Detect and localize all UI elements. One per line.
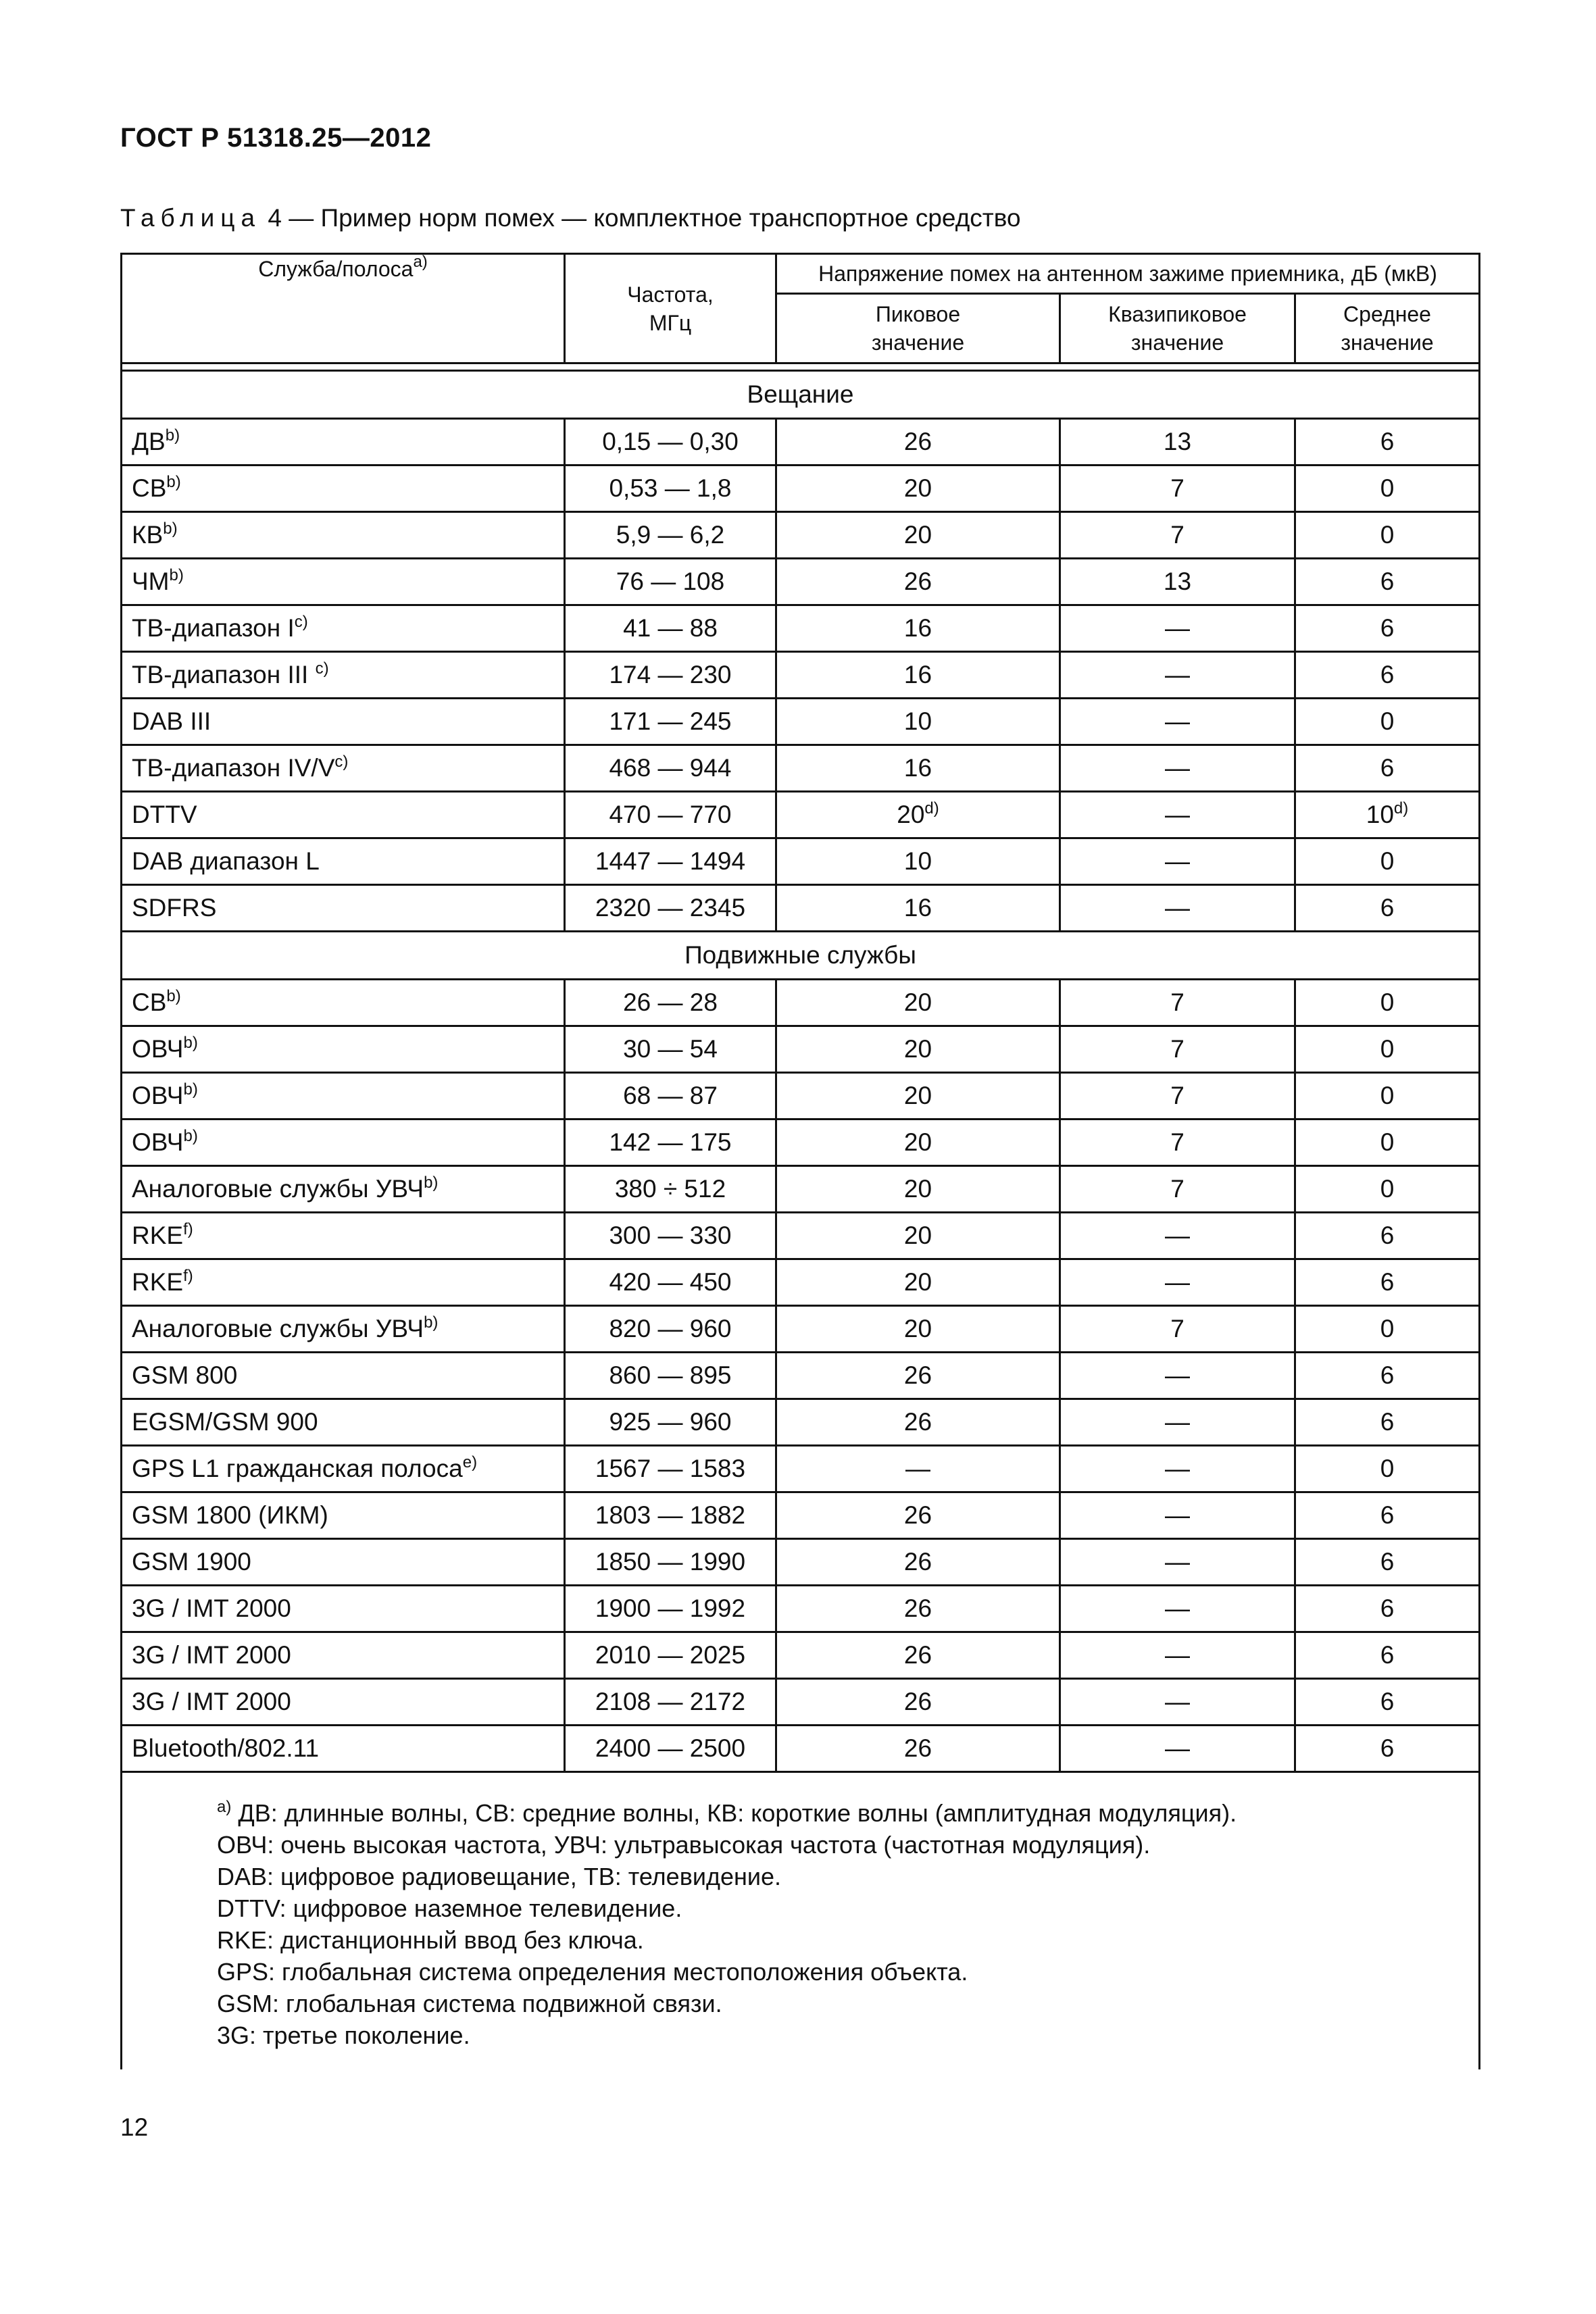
cell-quasi-peak: 13 <box>1060 559 1295 605</box>
cell-frequency: 2400 — 2500 <box>565 1726 776 1772</box>
cell-service: 3G / IMT 2000 <box>122 1586 565 1632</box>
cell-service: DTTV <box>122 792 565 838</box>
cell-average: 6 <box>1295 1726 1480 1772</box>
section-mobile: Подвижные службы <box>122 932 1480 980</box>
notes-row <box>122 1772 1480 2069</box>
cell-frequency: 1850 — 1990 <box>565 1539 776 1586</box>
cell-frequency: 300 — 330 <box>565 1213 776 1259</box>
cell-average: 0 <box>1295 1120 1480 1166</box>
table-row <box>122 1259 1480 1306</box>
cell-quasi-peak: — <box>1060 1399 1295 1446</box>
cell-peak: 26 <box>776 1679 1060 1726</box>
cell-average: 6 <box>1295 1492 1480 1539</box>
cell-quasi-peak: — <box>1060 1446 1295 1492</box>
table-caption <box>120 204 1021 232</box>
cell-quasi-peak: 7 <box>1060 466 1295 512</box>
cell-service: GSM 800 <box>122 1353 565 1399</box>
header-peak: Пиковое значение <box>776 294 1060 363</box>
cell-average: 6 <box>1295 745 1480 792</box>
cell-average: 6 <box>1295 1259 1480 1306</box>
cell-frequency: 468 — 944 <box>565 745 776 792</box>
table-row <box>122 1073 1480 1120</box>
cell-frequency: 1447 — 1494 <box>565 838 776 885</box>
cell-peak: 20 <box>776 1213 1060 1259</box>
cell-average: 6 <box>1295 1353 1480 1399</box>
cell-quasi-peak: 7 <box>1060 1120 1295 1166</box>
cell-average: 6 <box>1295 1539 1480 1586</box>
table-row <box>122 1353 1480 1399</box>
cell-quasi-peak: — <box>1060 1213 1295 1259</box>
cell-average: 6 <box>1295 605 1480 652</box>
header-service: Служба/полоса$^{a)}$ <box>122 254 565 363</box>
cell-frequency: 174 — 230 <box>565 652 776 699</box>
table-row <box>122 980 1480 1026</box>
cell-service: ТВ-диапазон $IV/V^{c)}$ <box>122 745 565 792</box>
cell-peak: 20 <box>776 1306 1060 1353</box>
cell-quasi-peak: — <box>1060 605 1295 652</box>
cell-peak: 20 <box>776 1073 1060 1120</box>
cell-quasi-peak: — <box>1060 1586 1295 1632</box>
cell-service: Аналоговые службы УВЧ$^{b)}$ <box>122 1166 565 1213</box>
cell-frequency: 2010 — 2025 <box>565 1632 776 1679</box>
cell-service: 3G / IMT 2000 <box>122 1632 565 1679</box>
cell-service: Bluetooth/802.11 <box>122 1726 565 1772</box>
cell-service: DAB III <box>122 699 565 745</box>
cell-average: 6 <box>1295 559 1480 605</box>
cell-peak: 20 <box>776 1166 1060 1213</box>
cell-peak: 20 <box>776 1259 1060 1306</box>
cell-quasi-peak: — <box>1060 699 1295 745</box>
cell-frequency: 171 — 245 <box>565 699 776 745</box>
cell-service: Аналоговые службы УВЧ$^{b)}$ <box>122 1306 565 1353</box>
cell-frequency: 2320 — 2345 <box>565 885 776 932</box>
cell-quasi-peak: — <box>1060 1539 1295 1586</box>
cell-service: ОВЧ$^{b)}$ <box>122 1120 565 1166</box>
cell-frequency: 68 — 87 <box>565 1073 776 1120</box>
table-row <box>122 1026 1480 1073</box>
table-notes: $^{a)}$ ДВ: длинные волны, СВ: средние волны, КВ: короткие волны (амплитудная модуляция). ОВЧ: очень высокая частота, УВЧ: ультравысокая частота (частотная модуляция). DAB: цифровое радиовещание, ТВ: телевидение. DTTV: цифровое наземное телевидение. RKE: дистанционный ввод без ключа. GPS: глобальная система определения местоположения объекта. GSM: глобальная система подвижной связи. 3G: третье поколение. <box>122 1772 1480 2069</box>
cell-peak: 26 <box>776 1632 1060 1679</box>
cell-frequency: 470 — 770 <box>565 792 776 838</box>
cell-frequency: 820 — 960 <box>565 1306 776 1353</box>
cell-frequency: 380 ÷ 512 <box>565 1166 776 1213</box>
cell-average: 0 <box>1295 1073 1480 1120</box>
cell-quasi-peak: 7 <box>1060 980 1295 1026</box>
cell-peak: 16 <box>776 605 1060 652</box>
cell-frequency: 41 — 88 <box>565 605 776 652</box>
header-frequency: Частота, МГц <box>565 254 776 363</box>
cell-average: 6 <box>1295 885 1480 932</box>
cell-peak: 20$^{d)}$ <box>776 792 1060 838</box>
table-row <box>122 419 1480 466</box>
cell-frequency: 5,9 — 6,2 <box>565 512 776 559</box>
cell-quasi-peak: 7 <box>1060 1073 1295 1120</box>
cell-peak: 20 <box>776 1026 1060 1073</box>
norms-table <box>120 253 1480 2069</box>
cell-frequency: 1803 — 1882 <box>565 1492 776 1539</box>
cell-quasi-peak: 7 <box>1060 1166 1295 1213</box>
table-row <box>122 885 1480 932</box>
cell-quasi-peak: — <box>1060 885 1295 932</box>
cell-peak: 20 <box>776 512 1060 559</box>
header-average: Среднее значение <box>1295 294 1480 363</box>
document-code: ГОСТ Р 51318.25—2012 <box>120 123 432 153</box>
caption-text: 4 — Пример норм помех — комплектное транспортное средство <box>268 204 1021 232</box>
cell-service: ЧМ$^{b)}$ <box>122 559 565 605</box>
table-row <box>122 1166 1480 1213</box>
cell-frequency: 420 — 450 <box>565 1259 776 1306</box>
table-row <box>122 1632 1480 1679</box>
cell-average: 0 <box>1295 512 1480 559</box>
table-row <box>122 1539 1480 1586</box>
cell-service: DAB диапазон L <box>122 838 565 885</box>
header-row <box>122 254 1480 294</box>
cell-frequency: 0,15 — 0,30 <box>565 419 776 466</box>
cell-average: 0 <box>1295 1026 1480 1073</box>
cell-average: 6 <box>1295 419 1480 466</box>
table-row <box>122 1726 1480 1772</box>
cell-peak: 20 <box>776 1120 1060 1166</box>
cell-peak: 16 <box>776 885 1060 932</box>
table-row <box>122 838 1480 885</box>
cell-average: 6 <box>1295 1399 1480 1446</box>
caption-prefix: Таблица <box>120 204 261 232</box>
cell-peak: 26 <box>776 1353 1060 1399</box>
cell-service: КВ$^{b)}$ <box>122 512 565 559</box>
cell-peak: 26 <box>776 1539 1060 1586</box>
table-row <box>122 512 1480 559</box>
cell-peak: 16 <box>776 652 1060 699</box>
cell-service: RKE$^{f)}$ <box>122 1259 565 1306</box>
cell-peak: 10 <box>776 838 1060 885</box>
cell-average: 6 <box>1295 652 1480 699</box>
cell-quasi-peak: 7 <box>1060 512 1295 559</box>
table-row <box>122 559 1480 605</box>
table-row <box>122 652 1480 699</box>
cell-average: 0 <box>1295 838 1480 885</box>
cell-average: 0 <box>1295 699 1480 745</box>
cell-peak: 26 <box>776 1586 1060 1632</box>
cell-average: 10$^{d)}$ <box>1295 792 1480 838</box>
cell-service: 3G / IMT 2000 <box>122 1679 565 1726</box>
table-row <box>122 1679 1480 1726</box>
cell-service: ОВЧ$^{b)}$ <box>122 1026 565 1073</box>
table-row <box>122 1306 1480 1353</box>
cell-average: 0 <box>1295 1306 1480 1353</box>
cell-quasi-peak: — <box>1060 652 1295 699</box>
cell-frequency: 860 — 895 <box>565 1353 776 1399</box>
cell-average: 0 <box>1295 1166 1480 1213</box>
cell-quasi-peak: — <box>1060 1492 1295 1539</box>
cell-average: 6 <box>1295 1632 1480 1679</box>
page-number: 12 <box>120 2113 149 2141</box>
cell-peak: 26 <box>776 1726 1060 1772</box>
cell-peak: 10 <box>776 699 1060 745</box>
cell-service: СВ$^{b)}$ <box>122 466 565 512</box>
cell-frequency: 30 — 54 <box>565 1026 776 1073</box>
cell-frequency: 76 — 108 <box>565 559 776 605</box>
cell-service: GSM 1800 (ИКМ) <box>122 1492 565 1539</box>
cell-service: GPS L1 гражданская полоса$^{e)}$ <box>122 1446 565 1492</box>
cell-quasi-peak: 7 <box>1060 1026 1295 1073</box>
cell-peak: 26 <box>776 1399 1060 1446</box>
header-voltage: Напряжение помех на антенном зажиме приемника, дБ (мкВ) <box>776 254 1480 294</box>
cell-frequency: 26 — 28 <box>565 980 776 1026</box>
cell-quasi-peak: — <box>1060 1726 1295 1772</box>
cell-peak: 26 <box>776 419 1060 466</box>
cell-average: 6 <box>1295 1586 1480 1632</box>
cell-service: ДВ$^{b)}$ <box>122 419 565 466</box>
cell-average: 6 <box>1295 1679 1480 1726</box>
table-row <box>122 792 1480 838</box>
table-row <box>122 1492 1480 1539</box>
cell-peak: 16 <box>776 745 1060 792</box>
table-row <box>122 1399 1480 1446</box>
cell-frequency: 1567 — 1583 <box>565 1446 776 1492</box>
table-row <box>122 1586 1480 1632</box>
cell-frequency: 142 — 175 <box>565 1120 776 1166</box>
cell-frequency: 2108 — 2172 <box>565 1679 776 1726</box>
cell-service: ОВЧ$^{b)}$ <box>122 1073 565 1120</box>
cell-quasi-peak: — <box>1060 1632 1295 1679</box>
cell-quasi-peak: — <box>1060 792 1295 838</box>
cell-quasi-peak: — <box>1060 1259 1295 1306</box>
cell-frequency: 925 — 960 <box>565 1399 776 1446</box>
table-row <box>122 1213 1480 1259</box>
cell-quasi-peak: — <box>1060 1353 1295 1399</box>
cell-quasi-peak: 13 <box>1060 419 1295 466</box>
cell-peak: 20 <box>776 466 1060 512</box>
cell-peak: 26 <box>776 559 1060 605</box>
table-row <box>122 605 1480 652</box>
cell-quasi-peak: 7 <box>1060 1306 1295 1353</box>
cell-peak: 20 <box>776 980 1060 1026</box>
cell-quasi-peak: — <box>1060 745 1295 792</box>
cell-service: ТВ-диапазон $I^{c)}$ <box>122 605 565 652</box>
cell-average: 0 <box>1295 980 1480 1026</box>
cell-service: CB$^{b)}$ <box>122 980 565 1026</box>
cell-average: 6 <box>1295 1213 1480 1259</box>
table-row <box>122 466 1480 512</box>
cell-service: ТВ-диапазон III $^{c)}$ <box>122 652 565 699</box>
cell-service: EGSM/GSM 900 <box>122 1399 565 1446</box>
table-row <box>122 699 1480 745</box>
cell-frequency: 1900 — 1992 <box>565 1586 776 1632</box>
table-row <box>122 745 1480 792</box>
cell-service: RKE$^{f)}$ <box>122 1213 565 1259</box>
cell-average: 0 <box>1295 466 1480 512</box>
cell-quasi-peak: — <box>1060 838 1295 885</box>
cell-peak: — <box>776 1446 1060 1492</box>
section-broadcast: Вещание <box>122 371 1480 419</box>
table-row <box>122 1446 1480 1492</box>
header-quasi-peak: Квазипиковое значение <box>1060 294 1295 363</box>
table-row <box>122 1120 1480 1166</box>
cell-quasi-peak: — <box>1060 1679 1295 1726</box>
cell-average: 0 <box>1295 1446 1480 1492</box>
cell-frequency: 0,53 — 1,8 <box>565 466 776 512</box>
cell-service: SDFRS <box>122 885 565 932</box>
cell-peak: 26 <box>776 1492 1060 1539</box>
cell-service: GSM 1900 <box>122 1539 565 1586</box>
